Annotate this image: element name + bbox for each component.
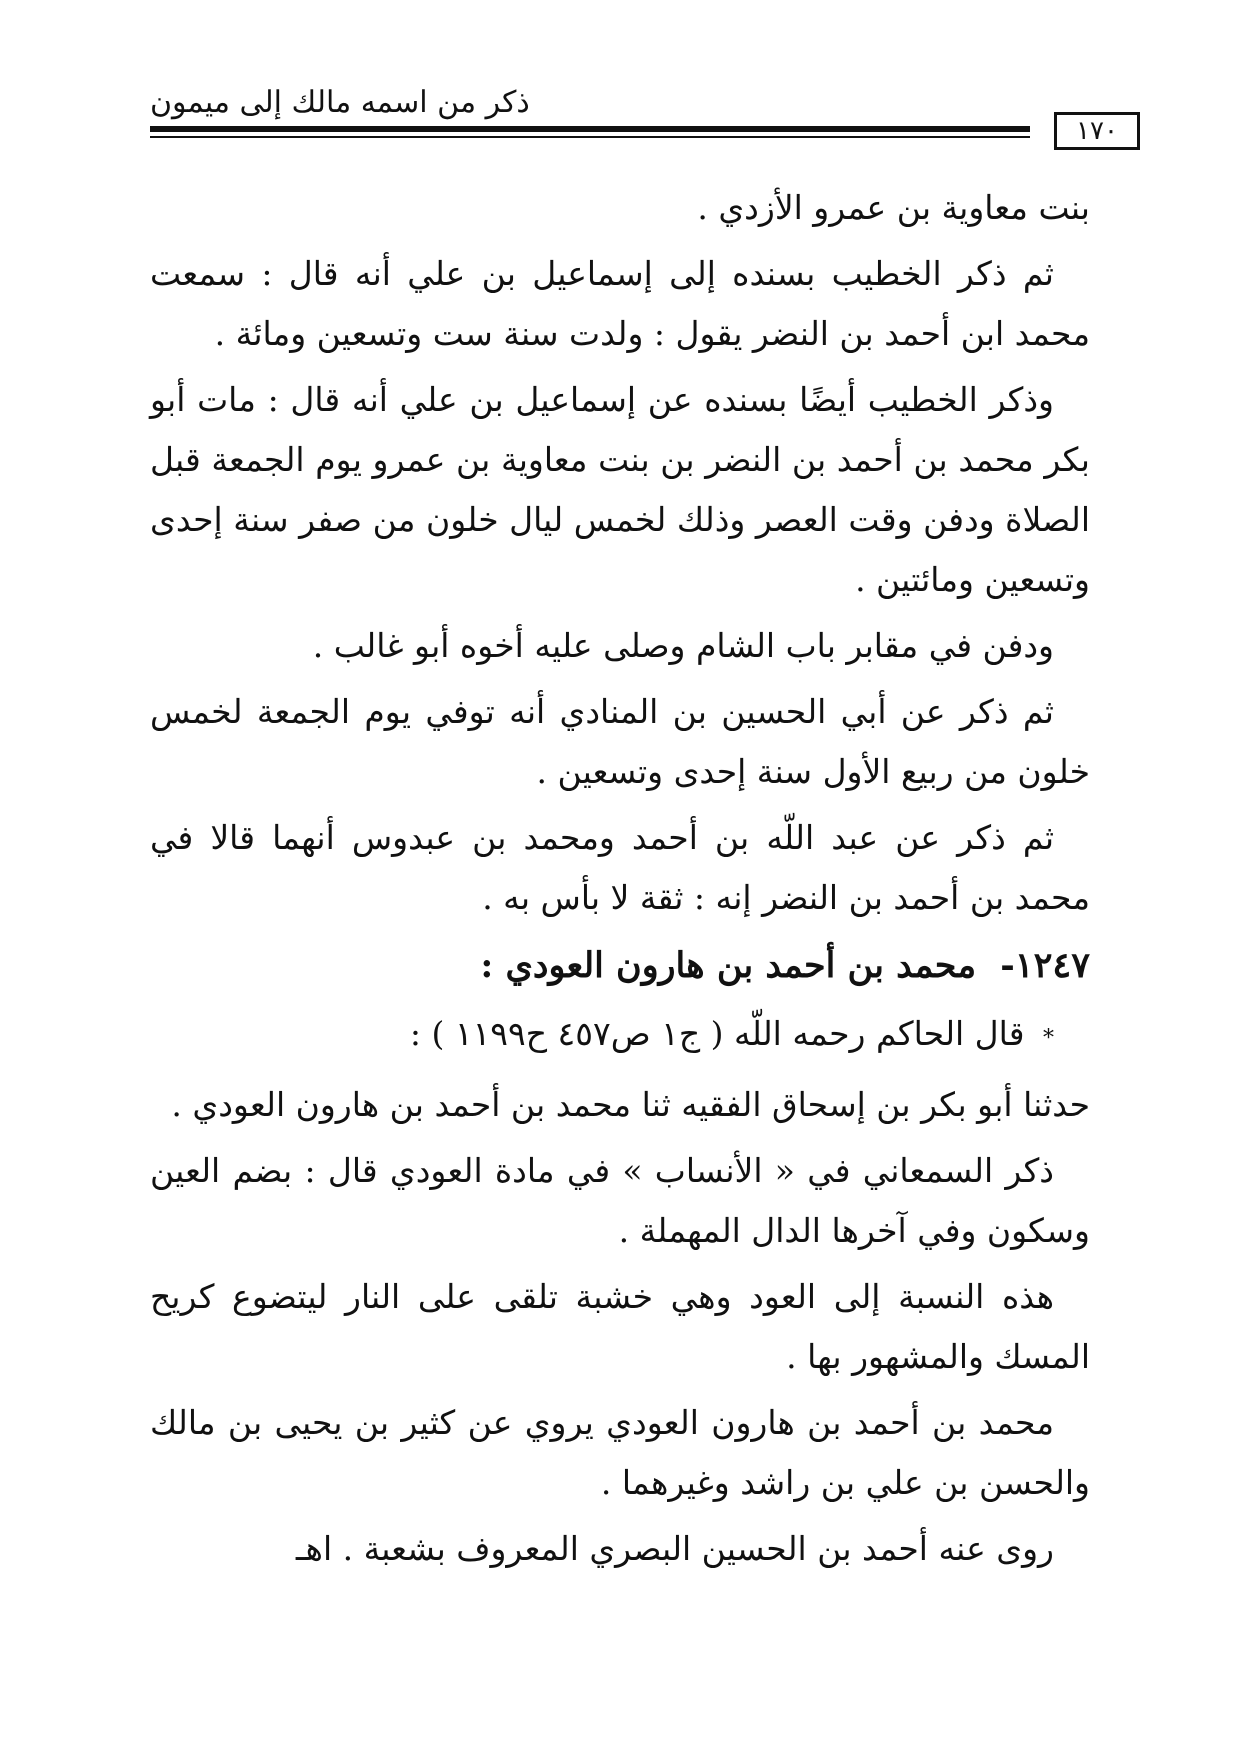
paragraph: محمد بن أحمد بن هارون العودي يروي عن كثير بن يحيى بن مالك والحسن بن علي بن راشد وغيرهما . bbox=[150, 1403, 1090, 1502]
paragraph: ودفن في مقابر باب الشام وصلى عليه أخوه أبو غالب . bbox=[312, 626, 1054, 665]
header-rule-thick bbox=[150, 126, 1030, 132]
entry-number: ١٢٤٧- bbox=[1000, 945, 1090, 986]
header-rule-thin bbox=[150, 136, 1030, 138]
paragraph: بنت معاوية بن عمرو الأزدي . bbox=[697, 188, 1090, 227]
paragraph: ثم ذكر الخطيب بسنده إلى إسماعيل بن علي أنه قال : سمعت محمد ابن أحمد بن النضر يقول : ولدت سنة ست وتسعين ومائة . bbox=[150, 254, 1090, 353]
paragraph: ثم ذكر عن عبد اللّه بن أحمد ومحمد بن عبدوس أنهما قالا في محمد بن أحمد بن النضر إنه : ثقة لا بأس به . bbox=[150, 818, 1090, 917]
running-title: ذكر من اسمه مالك إلى ميمون bbox=[150, 85, 530, 120]
paragraph: وذكر الخطيب أيضًا بسنده عن إسماعيل بن علي أنه قال : مات أبو بكر محمد بن أحمد بن النضر بن بنت معاوية بن عمرو يوم الجمعة قبل الصلاة ودفن وقت العصر وذلك لخمس ليال خلون من صفر سنة إحدى وتسعين ومائتين . bbox=[150, 380, 1090, 599]
body-text bbox=[150, 178, 1090, 1585]
paragraph: هذه النسبة إلى العود وهي خشبة تلقى على النار ليتضوع كريح المسك والمشهور بها . bbox=[150, 1277, 1090, 1376]
source-citation bbox=[150, 1004, 1090, 1069]
asterisk-marker: * bbox=[1043, 1026, 1054, 1051]
paragraph: ثم ذكر عن أبي الحسين بن المنادي أنه توفي يوم الجمعة لخمس خلون من ربيع الأول سنة إحدى وتسعين . bbox=[150, 692, 1090, 791]
paragraph: حدثنا أبو بكر بن إسحاق الفقيه ثنا محمد بن أحمد بن هارون العودي . bbox=[171, 1085, 1090, 1124]
paragraph: ذكر السمعاني في « الأنساب » في مادة العودي قال : بضم العين وسكون وفي آخرها الدال المهملة . bbox=[150, 1151, 1090, 1250]
paragraph: روى عنه أحمد بن الحسين البصري المعروف بشعبة . اهـ bbox=[295, 1529, 1054, 1568]
entry-heading bbox=[150, 934, 1090, 998]
source-citation-text: قال الحاكم رحمه اللّه ( ج١ ص٤٥٧ ح١١٩٩ ) : bbox=[409, 1014, 1025, 1053]
entry-title: محمد بن أحمد بن هارون العودي : bbox=[480, 945, 977, 986]
page-number: ١٧٠ bbox=[1054, 112, 1140, 150]
header-rule bbox=[150, 126, 1030, 140]
